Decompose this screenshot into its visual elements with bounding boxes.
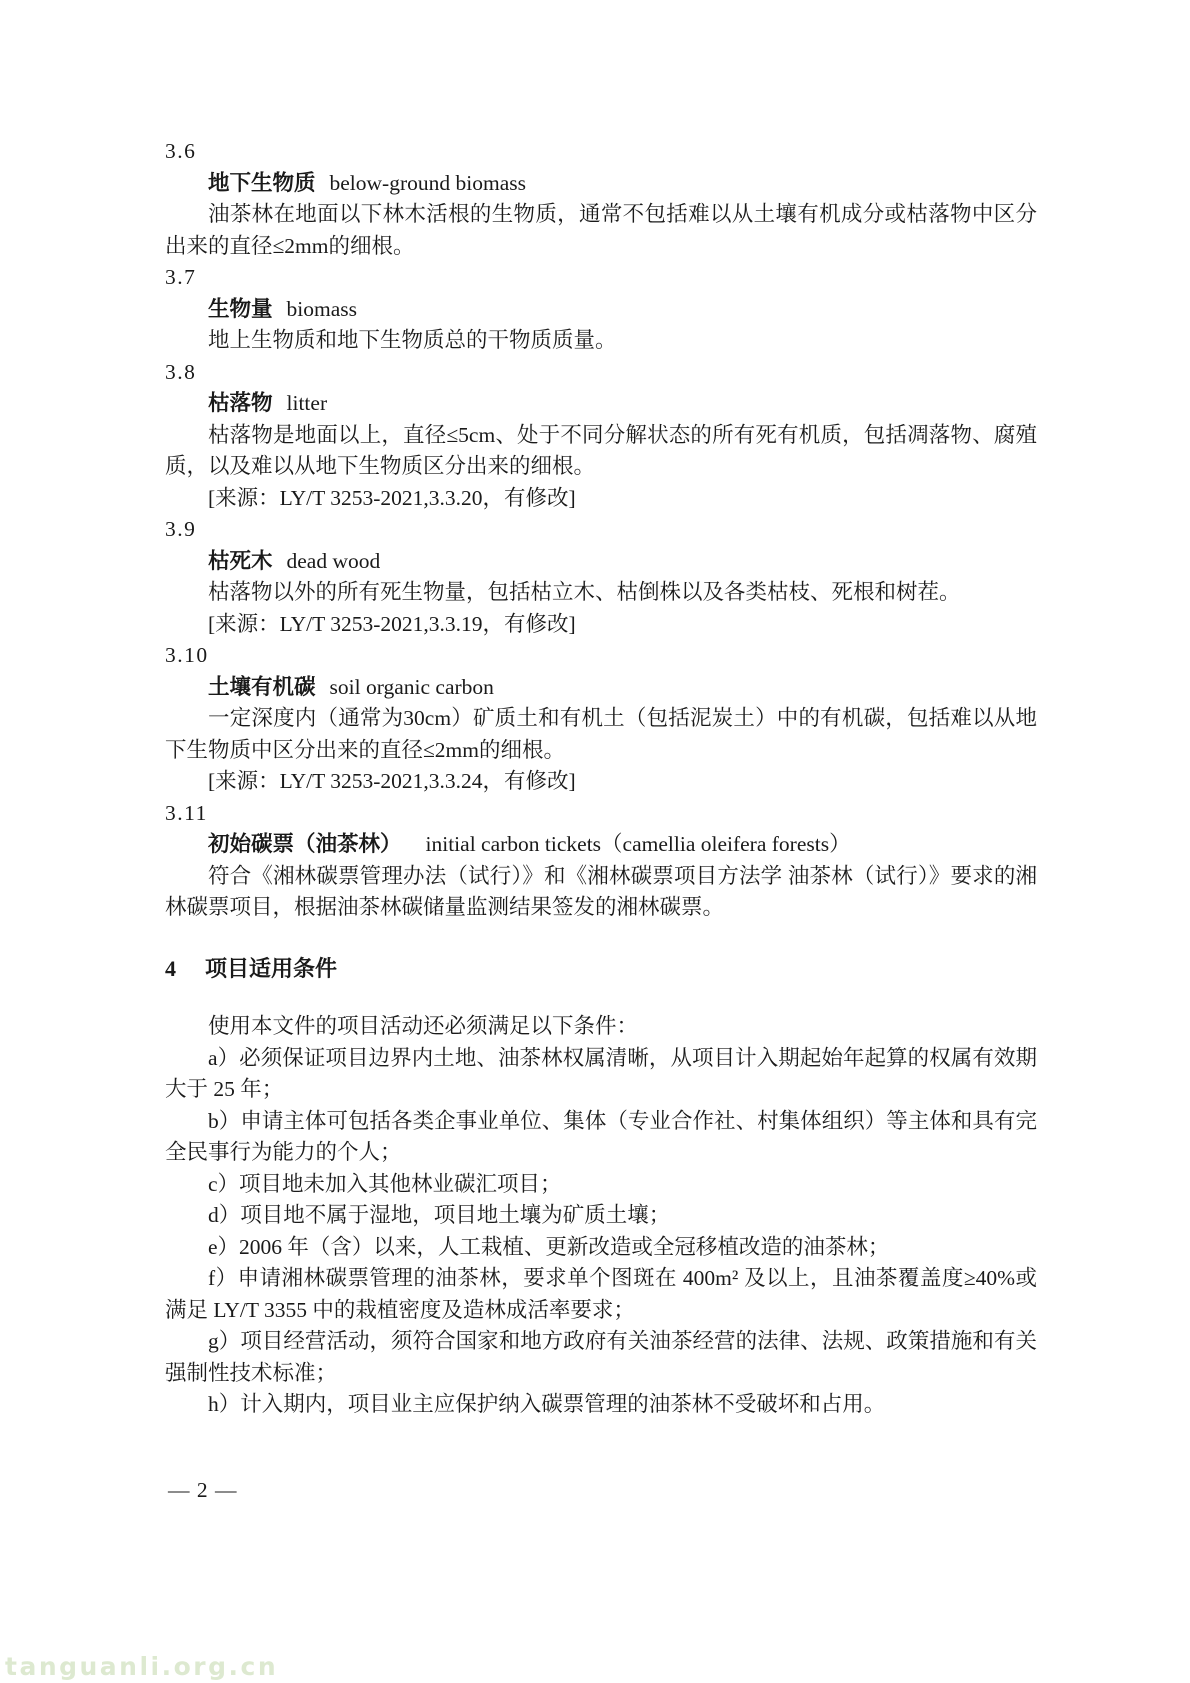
term-line	[165, 672, 1037, 704]
term-zh: 地下生物质	[208, 170, 316, 195]
term-zh: 初始碳票（油茶林）	[208, 832, 402, 856]
term-zh: 枯死木	[208, 548, 273, 573]
term-zh: 土壤有机碳	[208, 674, 316, 699]
term-en: biomass	[286, 296, 357, 321]
clause-number: 3.11	[165, 800, 208, 825]
term-definition: 地上生物质和地下生物质总的干物质质量。	[208, 328, 617, 352]
term-line	[165, 546, 1037, 578]
term-definition: 一定深度内（通常为30cm）矿质土和有机土（包括泥炭土）中的有机碳，包括难以从地下生物质中区分出来的直径≤2mm的细根。	[165, 706, 1037, 762]
condition-item-e: e）2006 年（含）以来，人工栽植、更新改造或全冠移植改造的油茶林；	[208, 1234, 890, 1259]
condition-item-b: b）申请主体可包括各类企事业单位、集体（专业合作社、村集体组织）等主体和具有完全民事行为能力的个人；	[165, 1108, 1037, 1164]
term-line	[165, 168, 1037, 200]
section-4	[165, 953, 1037, 1421]
clause-number: 3.7	[165, 265, 197, 289]
condition-item-f: f）申请湘林碳票管理的油茶林，要求单个图斑在 400m² 及以上，且油茶覆盖度≥40%或满足 LY/T 3355 中的栽植密度及造林成活率要求；	[165, 1266, 1037, 1322]
source-note: [来源：LY/T 3253-2021,3.3.19，有修改]	[208, 611, 576, 636]
condition-item-c: c）项目地未加入其他林业碳汇项目；	[208, 1171, 562, 1196]
page-number: — 2 —	[168, 1478, 238, 1502]
clause-number: 3.9	[165, 517, 197, 541]
term-zh: 生物量	[208, 296, 273, 321]
condition-item-d: d）项目地不属于湿地，项目地土壤为矿质土壤；	[208, 1203, 671, 1227]
term-en: initial carbon tickets（camellia oleifera forests）	[425, 832, 851, 856]
term-clause-3-8	[165, 357, 1037, 515]
term-line	[165, 388, 1037, 420]
term-clause-3-6	[165, 136, 1037, 262]
condition-item-g: g）项目经营活动，须符合国家和地方政府有关油茶经营的法律、法规、政策措施和有关强制性技术标准；	[165, 1329, 1037, 1385]
term-definition: 枯落物是地面以上，直径≤5cm、处于不同分解状态的所有死有机质，包括凋落物、腐殖质，以及难以从地下生物质区分出来的细根。	[165, 422, 1037, 478]
term-en: litter	[286, 391, 328, 415]
page-content	[165, 136, 1037, 1421]
term-zh: 枯落物	[208, 391, 273, 415]
term-clause-3-11	[165, 798, 1037, 924]
section-title: 项目适用条件	[205, 955, 338, 981]
clause-number: 3.8	[165, 359, 197, 384]
term-clause-3-10	[165, 640, 1037, 798]
section-intro: 使用本文件的项目活动还必须满足以下条件：	[208, 1014, 639, 1038]
condition-item-h: h）计入期内，项目业主应保护纳入碳票管理的油茶林不受破坏和占用。	[208, 1392, 886, 1416]
source-note: [来源：LY/T 3253-2021,3.3.20，有修改]	[208, 485, 576, 510]
term-en: dead wood	[286, 548, 381, 573]
term-definition: 枯落物以外的所有死生物量，包括枯立木、枯倒株以及各类枯枝、死根和树茬。	[208, 580, 961, 604]
section-number: 4	[165, 955, 176, 981]
watermark-text: tanguanli.org.cn	[5, 1652, 279, 1681]
term-en: soil organic carbon	[329, 674, 494, 699]
term-line	[165, 294, 1037, 326]
clause-number: 3.10	[165, 643, 209, 667]
term-en: below-ground biomass	[329, 170, 526, 195]
term-line	[165, 829, 1037, 861]
condition-item-a: a）必须保证项目边界内土地、油茶林权属清晰，从项目计入期起始年起算的权属有效期大于 25 年；	[165, 1045, 1037, 1101]
section-heading	[165, 953, 1037, 985]
clause-number: 3.6	[165, 139, 197, 163]
term-definition: 符合《湘林碳票管理办法（试行）》和《湘林碳票项目方法学 油茶林（试行）》要求的湘林碳票项目，根据油茶林碳储量监测结果签发的湘林碳票。	[165, 863, 1037, 919]
source-note: [来源：LY/T 3253-2021,3.3.24，有修改]	[208, 769, 576, 793]
term-clause-3-7	[165, 262, 1037, 357]
term-clause-3-9	[165, 514, 1037, 640]
term-definition: 油茶林在地面以下林木活根的生物质，通常不包括难以从土壤有机成分或枯落物中区分出来的直径≤2mm的细根。	[165, 202, 1037, 258]
